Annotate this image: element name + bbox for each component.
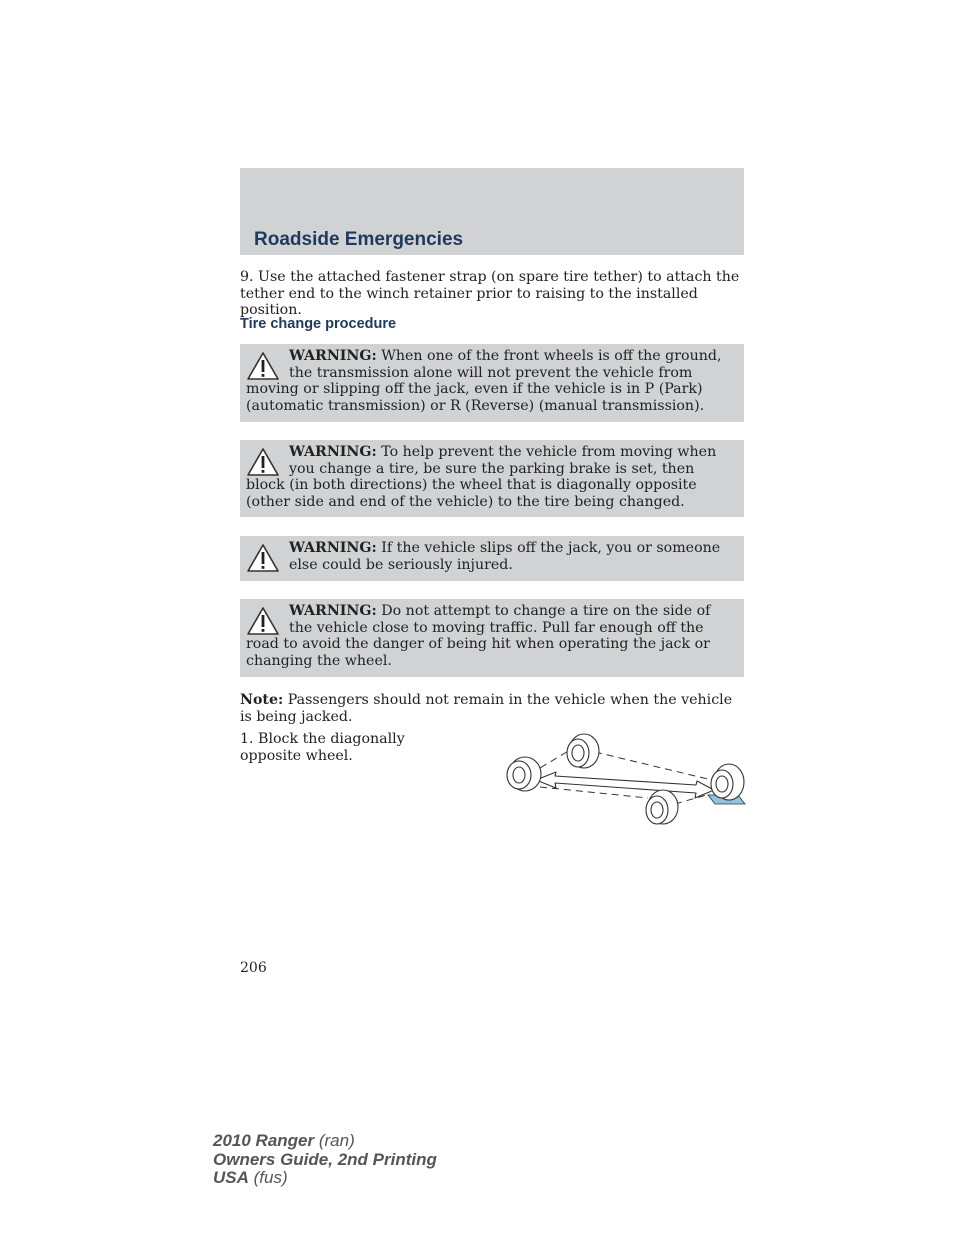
warning-text-2 xyxy=(246,444,736,510)
note-text: Passengers should not remain in the vehicle when the vehicle is being jacked. xyxy=(240,692,733,725)
warning-box-1 xyxy=(240,344,744,422)
subheading-tire-change: Tire change procedure xyxy=(240,316,397,332)
warning-triangle-icon xyxy=(246,606,280,636)
tire-block-diagram xyxy=(500,732,748,830)
warning-label: WARNING: xyxy=(289,444,377,460)
warning-box-2 xyxy=(240,440,744,517)
warning-box-3 xyxy=(240,536,744,581)
page-number: 206 xyxy=(240,960,267,976)
step-1-text: 1. Block the diagonally opposite wheel. xyxy=(240,731,405,764)
warning-label: WARNING: xyxy=(289,603,377,619)
warning-label: WARNING: xyxy=(289,348,377,364)
warning-text-4 xyxy=(246,603,736,669)
warning-triangle-icon xyxy=(246,543,280,573)
warning-body: Do not attempt to change a tire on the side of the vehicle close to moving traffic. Pull far enough off the road to avoid the danger of being hit when operating the jack or changing the wheel. xyxy=(246,603,711,669)
step-9-text: 9. Use the attached fastener strap (on spare tire tether) to attach the tether end to the winch retainer prior to raising to the installed position. xyxy=(240,269,740,318)
footer-model: 2010 Ranger xyxy=(213,1131,315,1150)
warning-text-1 xyxy=(246,348,736,414)
warning-triangle-icon xyxy=(246,447,280,477)
warning-text-3 xyxy=(246,540,736,573)
section-title: Roadside Emergencies xyxy=(254,229,464,250)
footer-imprint xyxy=(213,1132,437,1188)
note-label: Note: xyxy=(240,692,284,708)
footer-market-code: (fus) xyxy=(248,1168,288,1187)
footer-market: USA xyxy=(213,1168,249,1187)
warning-body: To help prevent the vehicle from moving when you change a tire, be sure the parking brake is set, then block (in both directions) the wheel that is diagonally opposite (other side and end of the vehicle) to the tire being changed. xyxy=(246,444,717,510)
note-paragraph xyxy=(240,692,744,725)
section-header-band xyxy=(240,168,744,255)
warning-body: If the vehicle slips off the jack, you or someone else could be seriously injured. xyxy=(289,540,721,573)
warning-body: When one of the front wheels is off the ground, the transmission alone will not prevent the vehicle from moving or slipping off the jack, even if the vehicle is in P (Park) (automatic transmission) or R (Reverse) (manual transmission). xyxy=(246,348,722,414)
footer-guide-edition: Owners Guide, 2nd Printing xyxy=(213,1149,437,1169)
warning-triangle-icon xyxy=(246,351,280,381)
warning-box-4 xyxy=(240,599,744,677)
footer-model-code: (ran) xyxy=(314,1131,355,1150)
warning-label: WARNING: xyxy=(289,540,377,556)
